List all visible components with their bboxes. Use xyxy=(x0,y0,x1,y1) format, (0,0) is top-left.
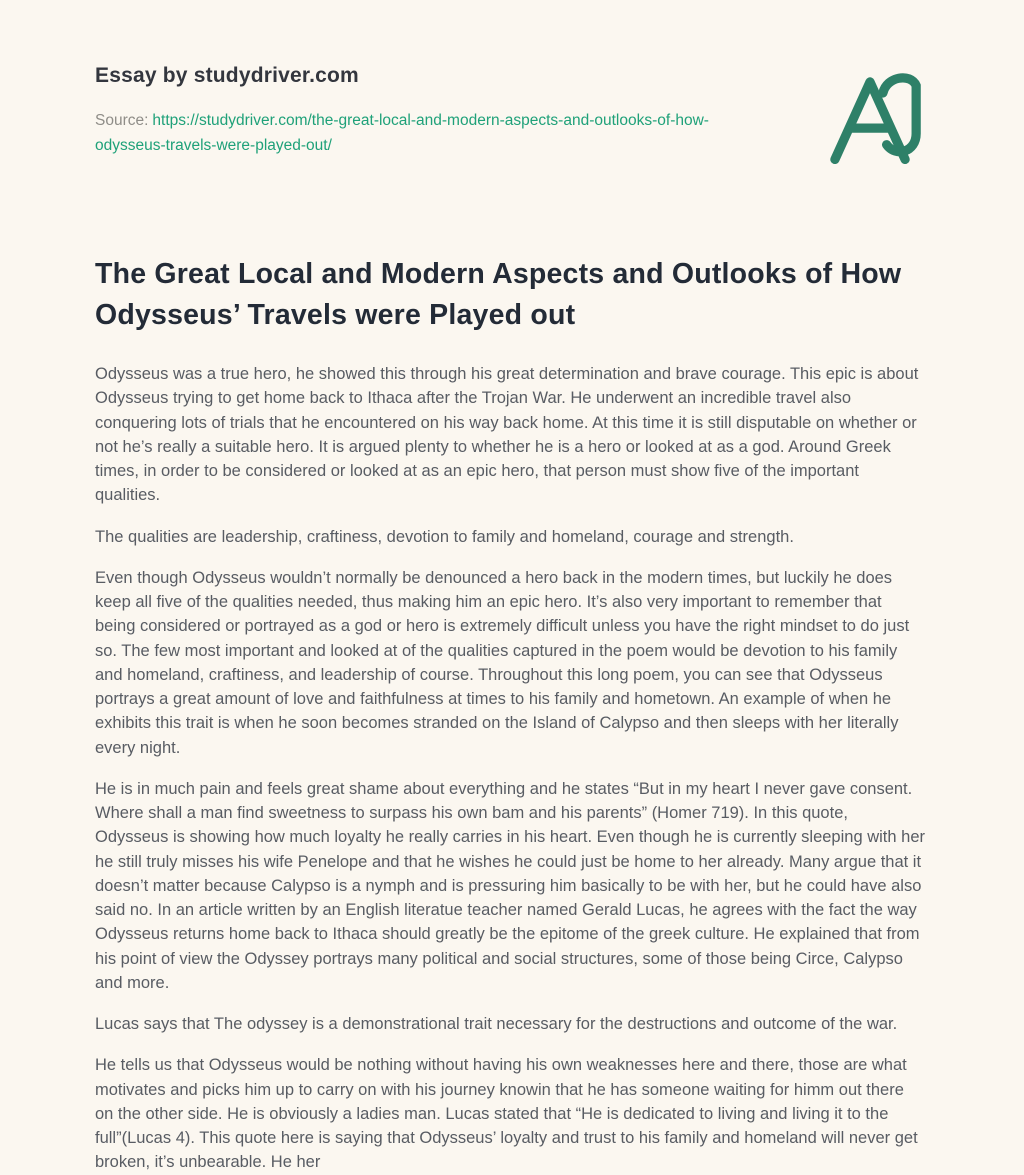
essay-title: The Great Local and Modern Aspects and Outlooks of How Odysseus’ Travels were Played out xyxy=(95,258,902,331)
essay-body xyxy=(95,254,925,1174)
essay-paragraph: The qualities are leadership, craftiness, devotion to family and homeland, courage and strength. xyxy=(95,527,794,546)
essay-paragraph: Odysseus was a true hero, he showed this through his great determination and brave courage. This epic is about Odysseus trying to get home back to Ithaca after the Trojan War. He underwent an incredible travel also conquering lots of trials that he encountered on his way back home. At this time it is still disputable on whether or not he’s really a suitable hero. It is argued plenty to whether he is a hero or looked at as a god. Around Greek times, in order to be considered or looked at as an epic hero, that person must show five of the important qualities. xyxy=(95,365,919,505)
essay-paragraph: Lucas says that The odyssey is a demonstrational trait necessary for the destructions and outcome of the war. xyxy=(95,1015,898,1034)
studydriver-logo-icon xyxy=(822,70,942,164)
essay-paragraph: He is in much pain and feels great shame about everything and he states “But in my heart I never gave consent. Where shall a man find sweetness to surpass his own bam and his parents” (Homer 719). In this quote, Odysseus is showing how much loyalty he really carries in his heart. Even though he is currently sleeping with her he still truly misses his wife Penelope and that he wishes he could just be home to her already. Many argue that it doesn’t matter because Calypso is a nymph and is pressuring him basically to be with her, but he could have also said no. In an article written by an English literatue teacher named Gerald Lucas, he agrees with the fact the way Odysseus returns home back to Ithaca should greatly be the epitome of the greek culture. He explained that from his point of view the Odyssey portrays many political and social structures, some of those being Circe, Calypso and more. xyxy=(95,779,925,992)
document-header xyxy=(95,64,925,158)
essay-paragraph: Even though Odysseus wouldn’t normally be denounced a hero back in the modern times, but luckily he does keep all five of the qualities needed, thus making him an epic hero. It’s also very important to remember that being considered or portrayed as a god or hero is extremely difficult unless you have the right mindset to do just so. The few most important and looked at of the qualities captured in the poem would be devotion to his family and homeland, craftiness, and leadership of course. Throughout this long poem, you can see that Odysseus portrays a great amount of love and faithfulness at times to his family and hometown. An example of when he exhibits this trait is when he soon becomes stranded on the Island of Calypso and then sleeps with her literally every night. xyxy=(95,568,910,757)
source-line xyxy=(95,108,743,158)
essay-byline: Essay by studydriver.com xyxy=(95,64,359,87)
source-link[interactable]: https://studydriver.com/the-great-local-and-modern-aspects-and-outlooks-of-how-odysseus-travels-were-played-out/ xyxy=(95,112,709,155)
essay-paragraph: He tells us that Odysseus would be nothing without having his own weaknesses here and there, those are what motivates and picks him up to carry on with his journey knowin that he has someone waiting for himm out there on the other side. He is obviously a ladies man. Lucas stated that “He is dedicated to living and living it to the full”(Lucas 4). This quote here is saying that Odysseus’ loyalty and trust to his family and homeland will never get broken, it’s unbearable. He her xyxy=(95,1056,918,1172)
source-label: Source: xyxy=(95,112,149,129)
essay-text xyxy=(95,362,925,1175)
